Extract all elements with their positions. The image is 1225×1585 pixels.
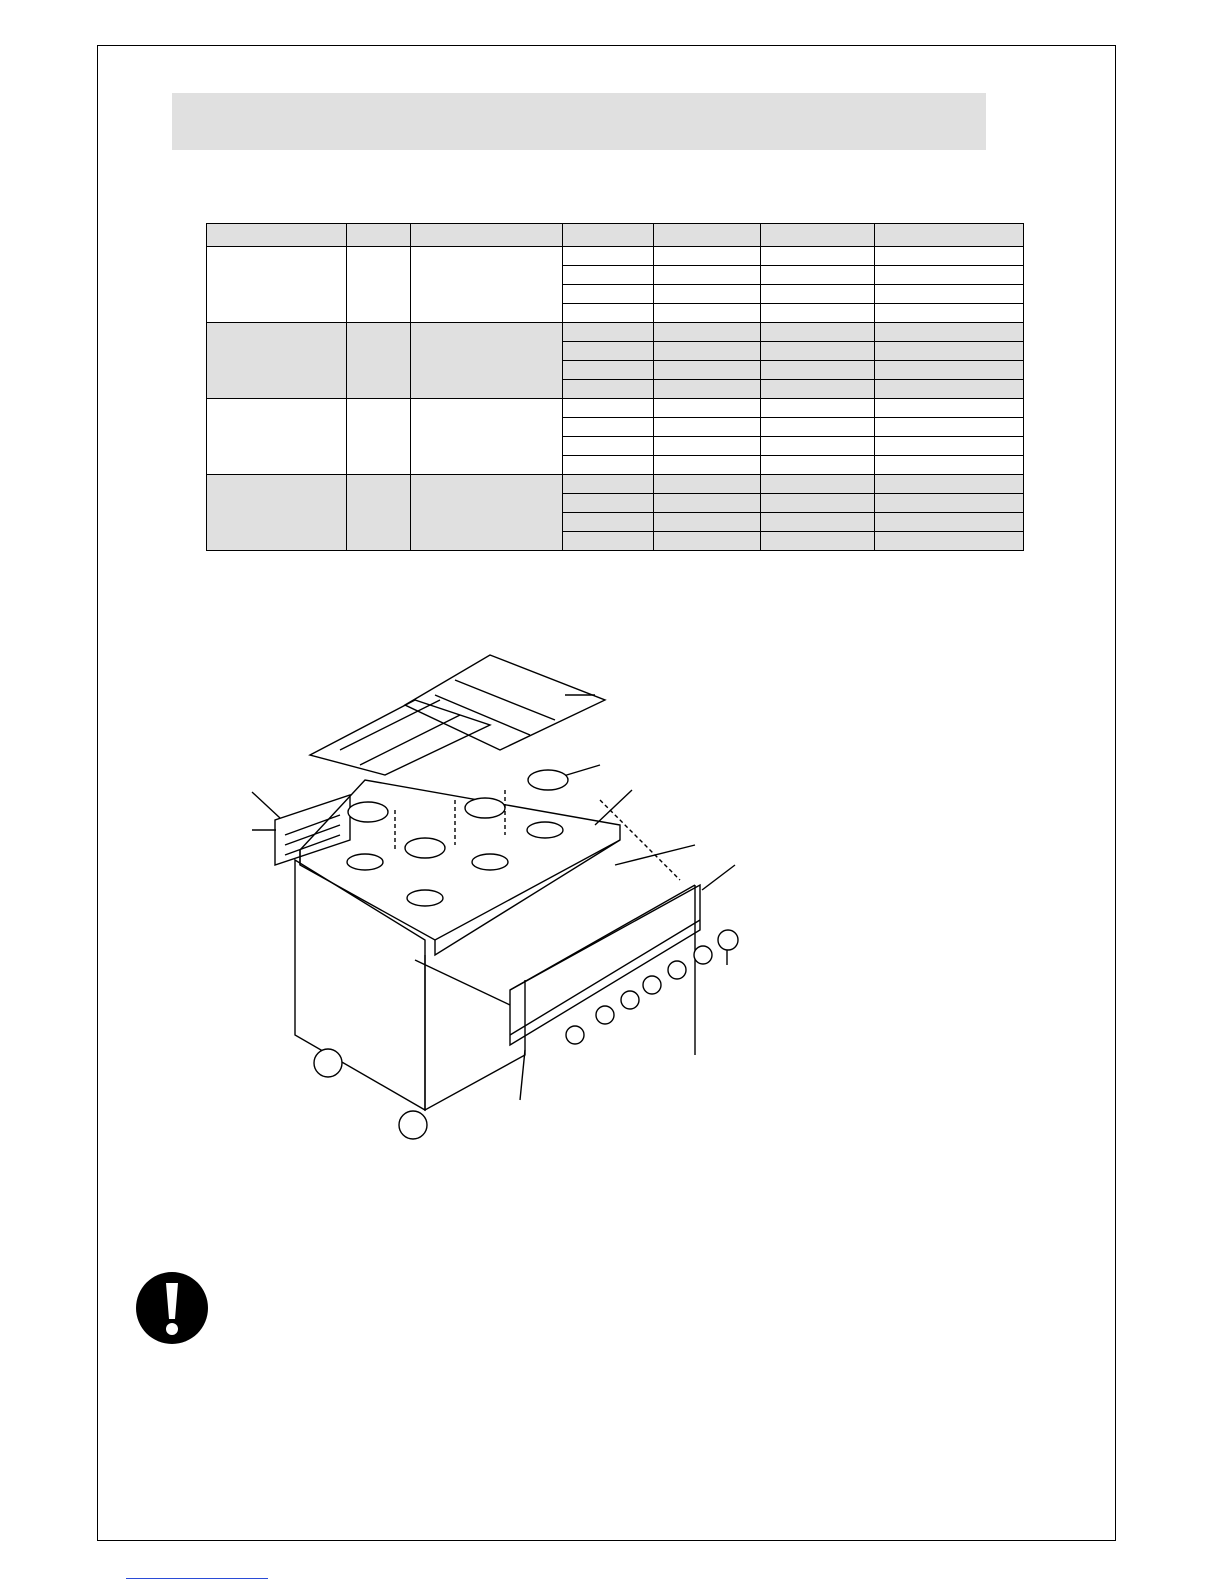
table-cell xyxy=(654,513,761,532)
control-knob xyxy=(668,961,686,979)
table-cell xyxy=(761,475,875,494)
table-group-cell xyxy=(207,475,347,551)
control-knob xyxy=(596,1006,614,1024)
table-cell xyxy=(563,247,654,266)
table-cell xyxy=(761,361,875,380)
table-cell xyxy=(563,304,654,323)
section-header-band xyxy=(172,93,986,150)
table-cell xyxy=(875,361,1024,380)
burner-cap xyxy=(348,802,388,822)
table-group-cell xyxy=(207,399,347,475)
table-cell xyxy=(563,399,654,418)
control-knob xyxy=(621,991,639,1009)
grate-left xyxy=(310,700,490,775)
table-header-cell xyxy=(875,224,1024,247)
table-cell xyxy=(875,532,1024,551)
burner-cap xyxy=(528,770,568,790)
caster-wheel xyxy=(399,1111,427,1139)
table-cell xyxy=(563,323,654,342)
table-cell xyxy=(563,266,654,285)
table-cell xyxy=(654,399,761,418)
table-group-cell xyxy=(411,247,563,323)
table-cell xyxy=(761,532,875,551)
table-cell xyxy=(563,475,654,494)
table-cell xyxy=(875,475,1024,494)
table-row xyxy=(207,323,1024,342)
table-cell xyxy=(875,342,1024,361)
table-cell xyxy=(563,437,654,456)
table-header-cell xyxy=(563,224,654,247)
table-cell xyxy=(761,266,875,285)
control-knob xyxy=(643,976,661,994)
table-cell xyxy=(563,532,654,551)
exclamation-circle-icon xyxy=(135,1271,209,1345)
cabinet-body xyxy=(295,860,425,1110)
table-cell xyxy=(654,323,761,342)
table-group-cell xyxy=(411,475,563,551)
table-group-cell xyxy=(347,323,411,399)
table-cell xyxy=(761,247,875,266)
table-row xyxy=(207,475,1024,494)
table-cell xyxy=(563,342,654,361)
table-cell xyxy=(875,323,1024,342)
table-cell xyxy=(563,418,654,437)
gas-spec-table xyxy=(206,223,1024,551)
table-cell xyxy=(563,456,654,475)
burner-ring xyxy=(347,854,383,870)
range-exploded-view xyxy=(240,640,760,1160)
table-group-cell xyxy=(347,399,411,475)
table-cell xyxy=(654,456,761,475)
table-cell xyxy=(761,437,875,456)
table-cell xyxy=(563,513,654,532)
burner-cap xyxy=(465,798,505,818)
burner-ring xyxy=(472,854,508,870)
table-cell xyxy=(563,285,654,304)
table-cell xyxy=(875,418,1024,437)
table-cell xyxy=(761,380,875,399)
table-cell xyxy=(654,437,761,456)
table-row xyxy=(207,247,1024,266)
table-cell xyxy=(761,304,875,323)
table-header-cell xyxy=(207,224,347,247)
table-row xyxy=(207,399,1024,418)
control-knob xyxy=(694,946,712,964)
table-cell xyxy=(563,380,654,399)
table-cell xyxy=(875,399,1024,418)
table-cell xyxy=(654,304,761,323)
table-cell xyxy=(761,494,875,513)
table-cell xyxy=(875,266,1024,285)
table-group-cell xyxy=(411,399,563,475)
control-knob-exploded xyxy=(718,930,738,950)
table-group-cell xyxy=(411,323,563,399)
table-cell xyxy=(654,247,761,266)
table-group-cell xyxy=(207,323,347,399)
table-cell xyxy=(875,513,1024,532)
table-cell xyxy=(761,342,875,361)
table-header-cell xyxy=(654,224,761,247)
table-cell xyxy=(654,475,761,494)
table-header-row xyxy=(207,224,1024,247)
footer-link-underline[interactable] xyxy=(126,1578,268,1579)
table-cell xyxy=(875,285,1024,304)
table-cell xyxy=(563,494,654,513)
table-cell xyxy=(761,285,875,304)
table-cell xyxy=(654,266,761,285)
table-header-cell xyxy=(347,224,411,247)
table-cell xyxy=(761,456,875,475)
burner-ring xyxy=(527,822,563,838)
table-header-cell xyxy=(411,224,563,247)
table-cell xyxy=(875,437,1024,456)
table-cell xyxy=(761,399,875,418)
table-cell xyxy=(563,361,654,380)
table-cell xyxy=(875,456,1024,475)
caster-wheel xyxy=(314,1049,342,1077)
table-cell xyxy=(654,342,761,361)
table-cell xyxy=(654,361,761,380)
table-cell xyxy=(654,285,761,304)
table-cell xyxy=(761,323,875,342)
table-cell xyxy=(761,513,875,532)
table-cell xyxy=(761,418,875,437)
table-cell xyxy=(654,418,761,437)
table-cell xyxy=(875,494,1024,513)
table-cell xyxy=(875,304,1024,323)
burner-ring xyxy=(407,890,443,906)
table-group-cell xyxy=(347,475,411,551)
table-cell xyxy=(875,380,1024,399)
table-header-cell xyxy=(761,224,875,247)
burner-cap xyxy=(405,838,445,858)
table-group-cell xyxy=(207,247,347,323)
table-cell xyxy=(654,532,761,551)
table-cell xyxy=(654,494,761,513)
table-cell xyxy=(654,380,761,399)
control-knob xyxy=(566,1026,584,1044)
table-cell xyxy=(875,247,1024,266)
table-group-cell xyxy=(347,247,411,323)
